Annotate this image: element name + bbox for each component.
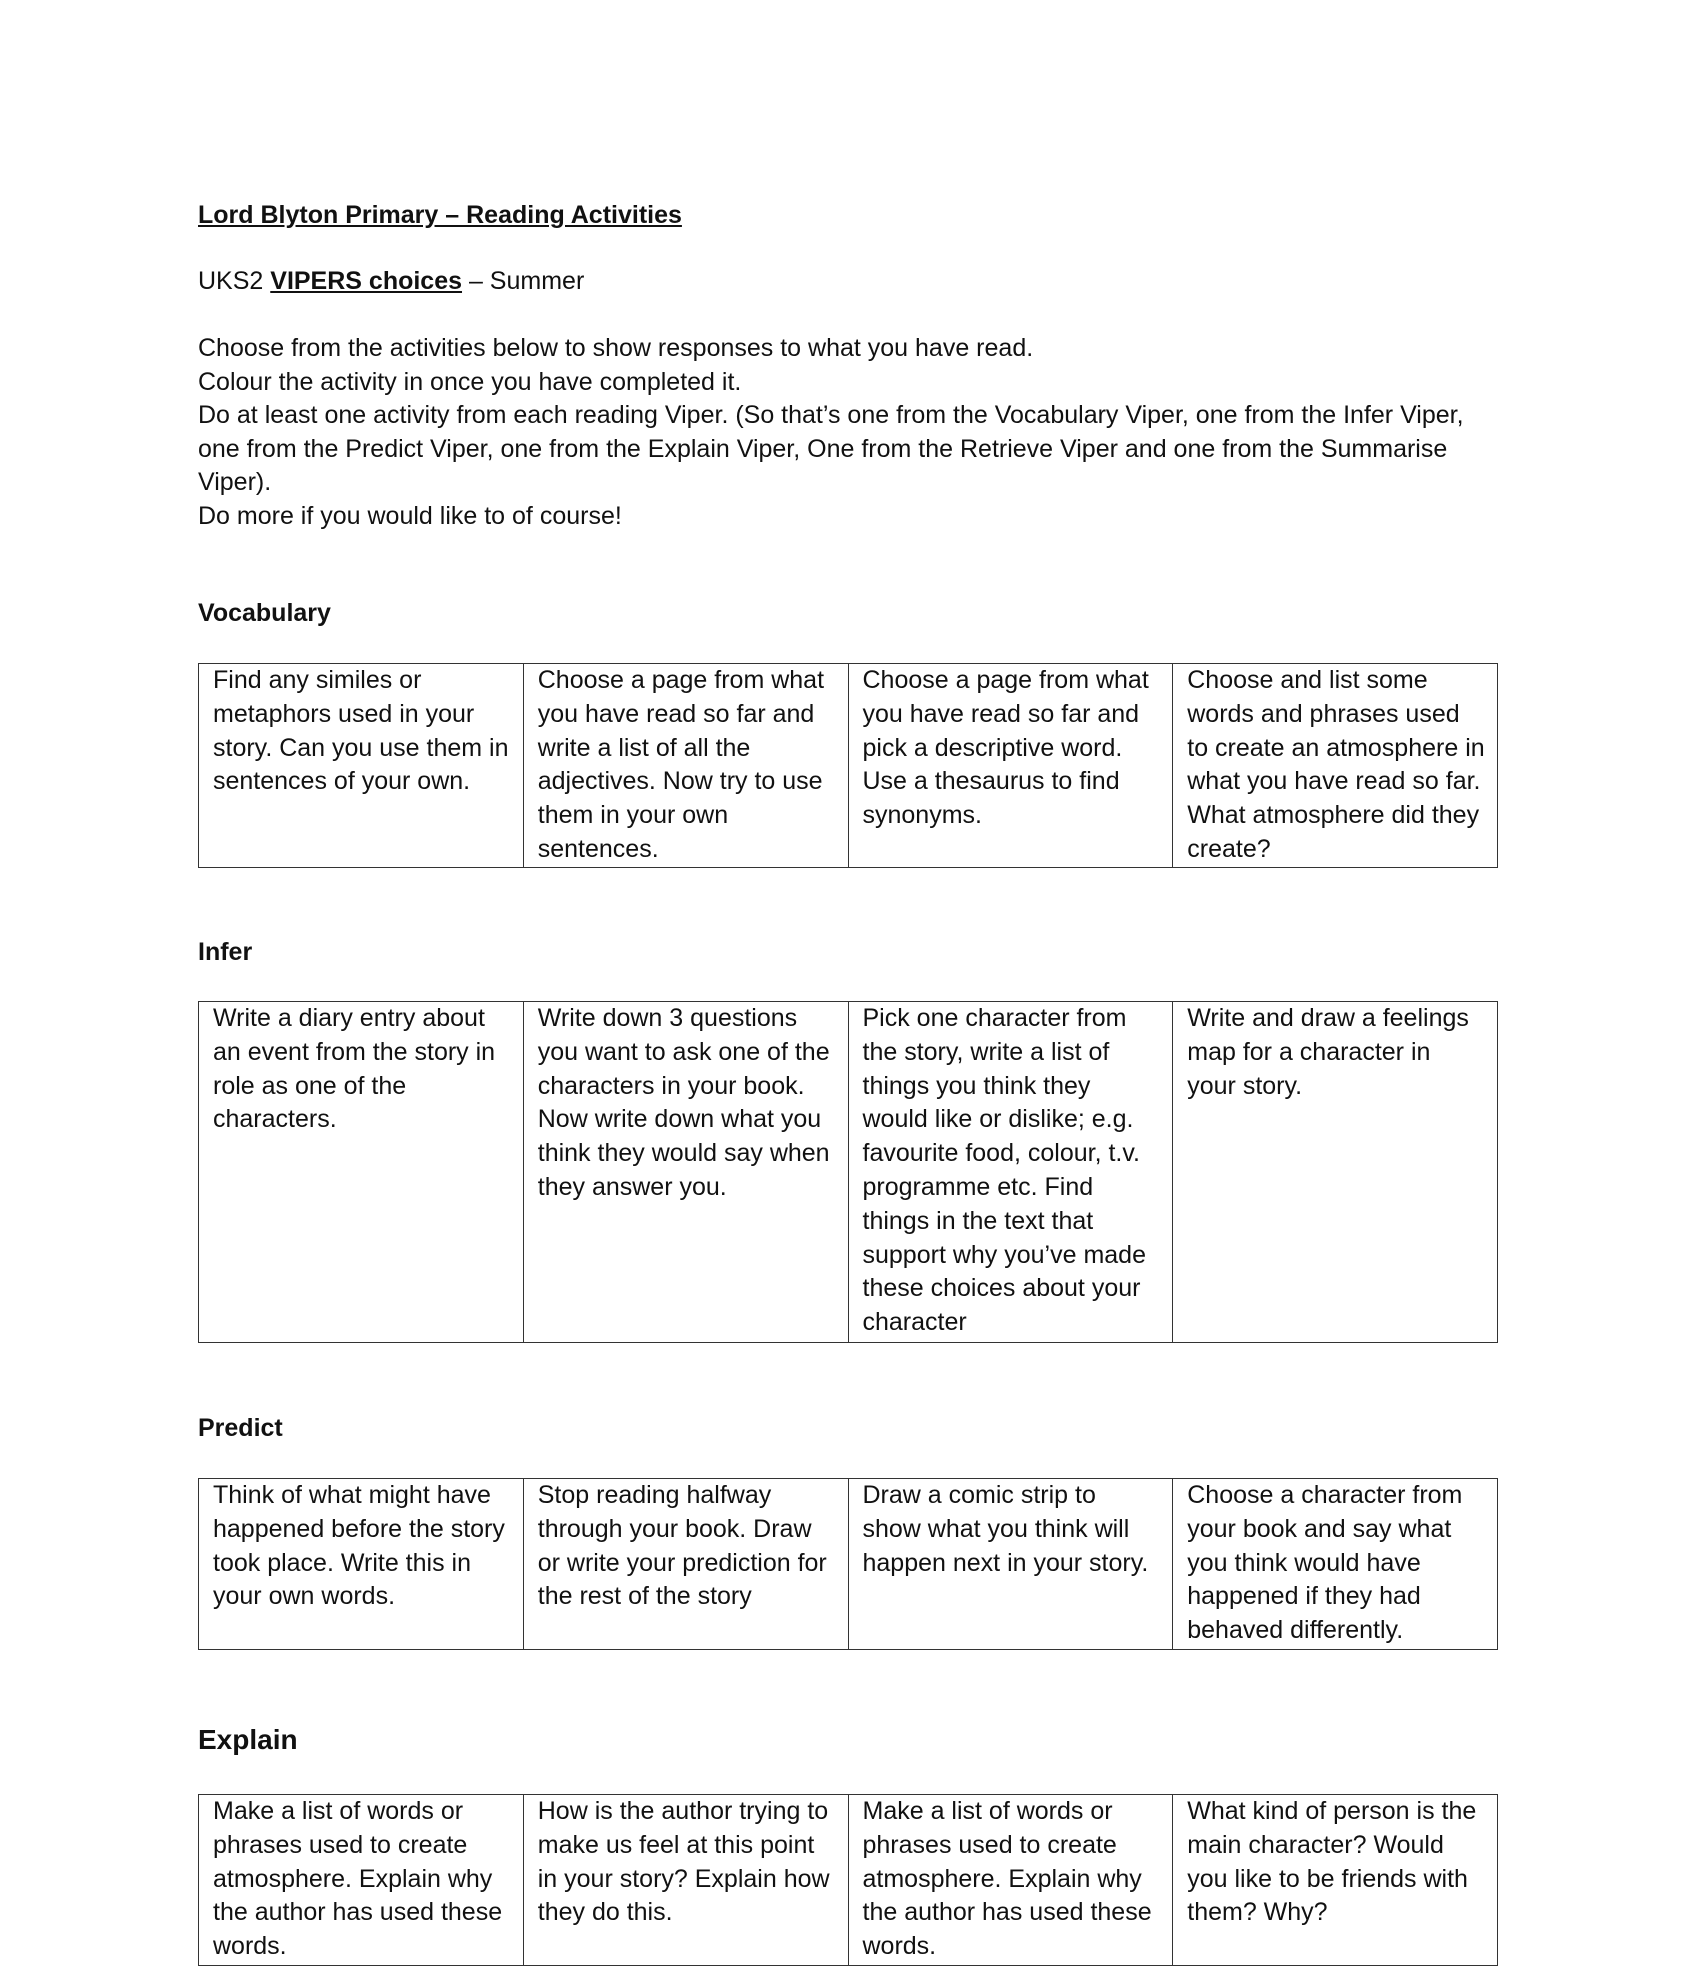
activity-cell[interactable] (199, 1479, 524, 1650)
instruction-line: Do more if you would like to of course! (198, 501, 622, 530)
activity-cell[interactable] (1173, 1795, 1498, 1966)
document-title: Lord Blyton Primary – Reading Activities (198, 201, 682, 229)
activity-grid-predict (198, 1478, 1498, 1650)
activity-cell[interactable] (523, 1002, 848, 1343)
activity-grid-infer (198, 1001, 1498, 1343)
activity-text: Choose and list some words and phrases used to create an atmosphere in what you have read so far. What atmosphere did they create? (1187, 666, 1485, 863)
table-row (199, 1002, 1498, 1343)
instructions (198, 332, 1498, 534)
activity-text: Choose a page from what you have read so far and write a list of all the adjectives. Now try to use them in your own sentences. (537, 666, 825, 863)
activity-cell[interactable] (523, 664, 848, 868)
activity-text: How is the author trying to make us feel at this point in your story? Explain how they do this. (537, 1797, 830, 1927)
activity-cell[interactable] (848, 1795, 1173, 1966)
instruction-line: Colour the activity in once you have completed it. (198, 367, 742, 396)
activity-cell[interactable] (199, 1795, 524, 1966)
activity-text: Find any similes or metaphors used in your story. Can you use them in sentences of your own. (213, 666, 509, 796)
table-row (199, 664, 1498, 868)
subtitle-emphasis: VIPERS choices (270, 267, 463, 295)
section-heading-predict: Predict (198, 1414, 283, 1442)
section-heading-infer: Infer (198, 938, 253, 966)
activity-cell[interactable] (848, 664, 1173, 868)
activity-cell[interactable] (1173, 1002, 1498, 1343)
activity-text: Draw a comic strip to show what you think will happen next in your story. (862, 1481, 1149, 1577)
activity-grid-vocabulary (198, 663, 1498, 868)
activity-text: Choose a character from your book and say what you think would have happened if they had behaved differently. (1187, 1481, 1463, 1645)
table-row (199, 1795, 1498, 1966)
activity-cell[interactable] (848, 1479, 1173, 1650)
table-row (199, 1479, 1498, 1650)
activity-text: Stop reading halfway through your book. Draw or write your prediction for the rest of the story (537, 1481, 827, 1611)
activity-cell[interactable] (1173, 1479, 1498, 1650)
activity-text: Choose a page from what you have read so far and pick a descriptive word. Use a thesaurus to find synonyms. (862, 666, 1149, 830)
activity-cell[interactable] (848, 1002, 1173, 1343)
activity-text: Write a diary entry about an event from the story in role as one of the characters. (213, 1004, 496, 1134)
activity-text: Pick one character from the story, write a list of things you think they would like or dislike; e.g. favourite food, colour, t.v. programme etc. Find things in the text that support why you’ve made these choices about your character (862, 1004, 1146, 1337)
instruction-line: Do at least one activity from each reading Viper. (So that’s one from the Vocabulary Viper, one from the Infer Viper, one from the Predict Viper, one from the Explain Viper, One from the Retrieve Viper and one from the Summarise Viper). (198, 401, 1464, 497)
activity-text: Write down 3 questions you want to ask one of the characters in your book. Now write down what you think they would say when they answer you. (537, 1004, 830, 1201)
activity-cell[interactable] (199, 1002, 524, 1343)
section-heading-vocabulary: Vocabulary (198, 599, 331, 627)
activity-cell[interactable] (523, 1479, 848, 1650)
activity-grid-explain (198, 1794, 1498, 1966)
activity-cell[interactable] (523, 1795, 848, 1966)
activity-cell[interactable] (199, 664, 524, 868)
activity-text: Make a list of words or phrases used to create atmosphere. Explain why the author has used these words. (862, 1797, 1152, 1961)
activity-text: Think of what might have happened before the story took place. Write this in your own words. (213, 1481, 505, 1611)
subtitle-suffix: – Summer (462, 267, 585, 295)
subtitle-prefix: UKS2 (198, 267, 271, 295)
document-page (198, 198, 1498, 1961)
document-subtitle (198, 264, 1498, 298)
activity-text: Make a list of words or phrases used to create atmosphere. Explain why the author has used these words. (213, 1797, 503, 1961)
instruction-line: Choose from the activities below to show responses to what you have read. (198, 334, 1034, 362)
activity-text: Write and draw a feelings map for a character in your story. (1187, 1004, 1469, 1100)
section-heading-explain: Explain (198, 1724, 298, 1755)
activity-text: What kind of person is the main character? Would you like to be friends with them? Why? (1187, 1797, 1477, 1927)
activity-cell[interactable] (1173, 664, 1498, 868)
